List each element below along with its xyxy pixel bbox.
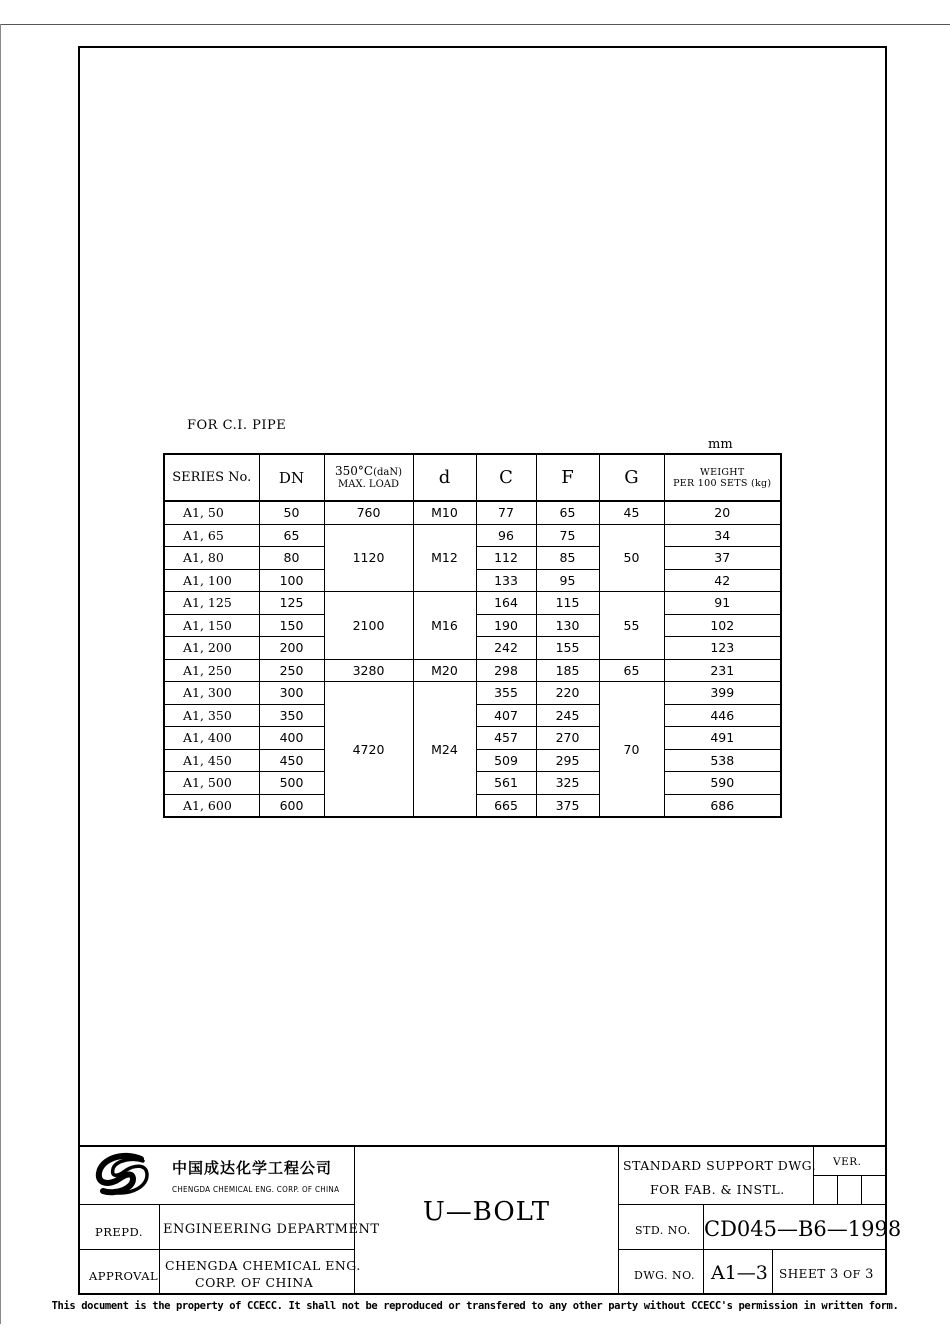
cell-f: 220 xyxy=(536,682,599,705)
cell-c: 164 xyxy=(476,592,536,615)
cell-weight: 231 xyxy=(664,659,781,682)
std-title-line2: FOR FAB. & INSTL. xyxy=(650,1182,785,1197)
cell-f: 95 xyxy=(536,569,599,592)
cell-d: M16 xyxy=(413,592,476,660)
cell-d: M20 xyxy=(413,659,476,682)
cell-c: 509 xyxy=(476,749,536,772)
cell-f: 245 xyxy=(536,704,599,727)
cell-weight: 42 xyxy=(664,569,781,592)
cell-d: M12 xyxy=(413,524,476,592)
cell-f: 115 xyxy=(536,592,599,615)
cell-c: 298 xyxy=(476,659,536,682)
header-dn: DN xyxy=(259,454,324,501)
cell-c: 457 xyxy=(476,727,536,750)
pipe-note: FOR C.I. PIPE xyxy=(187,418,287,433)
cell-dn: 350 xyxy=(259,704,324,727)
cell-load: 4720 xyxy=(324,682,413,818)
header-weight: WEIGHT PER 100 SETS (kg) xyxy=(664,454,781,501)
cell-series: A1, 250 xyxy=(164,659,259,682)
cell-series: A1, 125 xyxy=(164,592,259,615)
approval-label: APPROVAL xyxy=(89,1269,159,1283)
table-row xyxy=(164,659,781,682)
left-rule xyxy=(0,24,1,1324)
header-max-load: 350°C(daN) MAX. LOAD xyxy=(324,454,413,501)
cell-weight: 686 xyxy=(664,794,781,817)
table-header-row xyxy=(164,454,781,501)
cell-dn: 80 xyxy=(259,547,324,570)
cell-dn: 600 xyxy=(259,794,324,817)
cell-f: 185 xyxy=(536,659,599,682)
cell-c: 190 xyxy=(476,614,536,637)
cell-c: 665 xyxy=(476,794,536,817)
header-series: SERIES No. xyxy=(164,454,259,501)
dwg-no-value: A1—3 xyxy=(711,1262,768,1284)
top-rule xyxy=(0,24,950,25)
cell-series: A1, 65 xyxy=(164,524,259,547)
cell-weight: 102 xyxy=(664,614,781,637)
ver-label: VER. xyxy=(833,1156,862,1168)
cell-dn: 400 xyxy=(259,727,324,750)
std-title-line1: STANDARD SUPPORT DWG. xyxy=(623,1158,817,1173)
footer-notice: This document is the property of CCECC. It shall not be reproduced or transfered to any other party without CCECC's permission in written form. xyxy=(51,1300,899,1312)
cell-series: A1, 50 xyxy=(164,501,259,524)
cell-dn: 500 xyxy=(259,772,324,795)
sheet-info: SHEET 3 OF 3 xyxy=(779,1267,874,1282)
prepd-label: PREPD. xyxy=(95,1225,143,1239)
cell-dn: 250 xyxy=(259,659,324,682)
cell-dn: 450 xyxy=(259,749,324,772)
cell-f: 295 xyxy=(536,749,599,772)
std-no-value: CD045—B6—1998 xyxy=(704,1217,902,1241)
cell-weight: 123 xyxy=(664,637,781,660)
cell-weight: 538 xyxy=(664,749,781,772)
cell-weight: 491 xyxy=(664,727,781,750)
unit-label: mm xyxy=(708,437,733,452)
cell-dn: 100 xyxy=(259,569,324,592)
prepd-value: ENGINEERING DEPARTMENT xyxy=(163,1222,380,1237)
company-logo-icon xyxy=(93,1151,153,1199)
cell-load: 760 xyxy=(324,501,413,524)
cell-weight: 37 xyxy=(664,547,781,570)
cell-f: 65 xyxy=(536,501,599,524)
cell-weight: 34 xyxy=(664,524,781,547)
cell-weight: 399 xyxy=(664,682,781,705)
cell-weight: 20 xyxy=(664,501,781,524)
cell-g: 50 xyxy=(599,524,664,592)
table-row xyxy=(164,501,781,524)
cell-f: 155 xyxy=(536,637,599,660)
cell-f: 75 xyxy=(536,524,599,547)
cell-series: A1, 80 xyxy=(164,547,259,570)
cell-series: A1, 150 xyxy=(164,614,259,637)
cell-d: M10 xyxy=(413,501,476,524)
cell-dn: 125 xyxy=(259,592,324,615)
cell-d: M24 xyxy=(413,682,476,818)
cell-c: 112 xyxy=(476,547,536,570)
header-c: C xyxy=(476,454,536,501)
cell-dn: 150 xyxy=(259,614,324,637)
cell-f: 375 xyxy=(536,794,599,817)
cell-c: 561 xyxy=(476,772,536,795)
cell-g: 65 xyxy=(599,659,664,682)
cell-weight: 446 xyxy=(664,704,781,727)
cell-f: 130 xyxy=(536,614,599,637)
cell-c: 77 xyxy=(476,501,536,524)
std-no-label: STD. NO. xyxy=(635,1224,691,1237)
cell-series: A1, 300 xyxy=(164,682,259,705)
cell-f: 325 xyxy=(536,772,599,795)
cell-series: A1, 500 xyxy=(164,772,259,795)
cell-g: 55 xyxy=(599,592,664,660)
cell-g: 70 xyxy=(599,682,664,818)
dwg-no-label: DWG. NO. xyxy=(634,1269,696,1282)
cell-c: 355 xyxy=(476,682,536,705)
drawing-title: U—BOLT xyxy=(422,1197,551,1227)
cell-f: 270 xyxy=(536,727,599,750)
header-f: F xyxy=(536,454,599,501)
table-row xyxy=(164,682,781,705)
cell-f: 85 xyxy=(536,547,599,570)
cell-dn: 50 xyxy=(259,501,324,524)
header-d: d xyxy=(413,454,476,501)
company-name-cn: 中国成达化学工程公司 xyxy=(172,1159,333,1177)
cell-weight: 91 xyxy=(664,592,781,615)
table-row xyxy=(164,524,781,547)
cell-series: A1, 400 xyxy=(164,727,259,750)
title-block xyxy=(79,1145,902,1293)
header-g: G xyxy=(599,454,664,501)
cell-dn: 65 xyxy=(259,524,324,547)
cell-c: 407 xyxy=(476,704,536,727)
cell-series: A1, 200 xyxy=(164,637,259,660)
company-name-en: CHENGDA CHEMICAL ENG. CORP. OF CHINA xyxy=(172,1185,340,1194)
approval-line1: CHENGDA CHEMICAL ENG. xyxy=(165,1258,361,1273)
cell-series: A1, 600 xyxy=(164,794,259,817)
cell-g: 45 xyxy=(599,501,664,524)
u-bolt-spec-table xyxy=(163,453,782,818)
cell-series: A1, 100 xyxy=(164,569,259,592)
cell-load: 1120 xyxy=(324,524,413,592)
cell-weight: 590 xyxy=(664,772,781,795)
approval-line2: CORP. OF CHINA xyxy=(195,1275,314,1290)
cell-c: 242 xyxy=(476,637,536,660)
cell-dn: 300 xyxy=(259,682,324,705)
cell-dn: 200 xyxy=(259,637,324,660)
cell-c: 96 xyxy=(476,524,536,547)
cell-load: 3280 xyxy=(324,659,413,682)
cell-series: A1, 450 xyxy=(164,749,259,772)
table-row xyxy=(164,592,781,615)
cell-load: 2100 xyxy=(324,592,413,660)
cell-series: A1, 350 xyxy=(164,704,259,727)
cell-c: 133 xyxy=(476,569,536,592)
